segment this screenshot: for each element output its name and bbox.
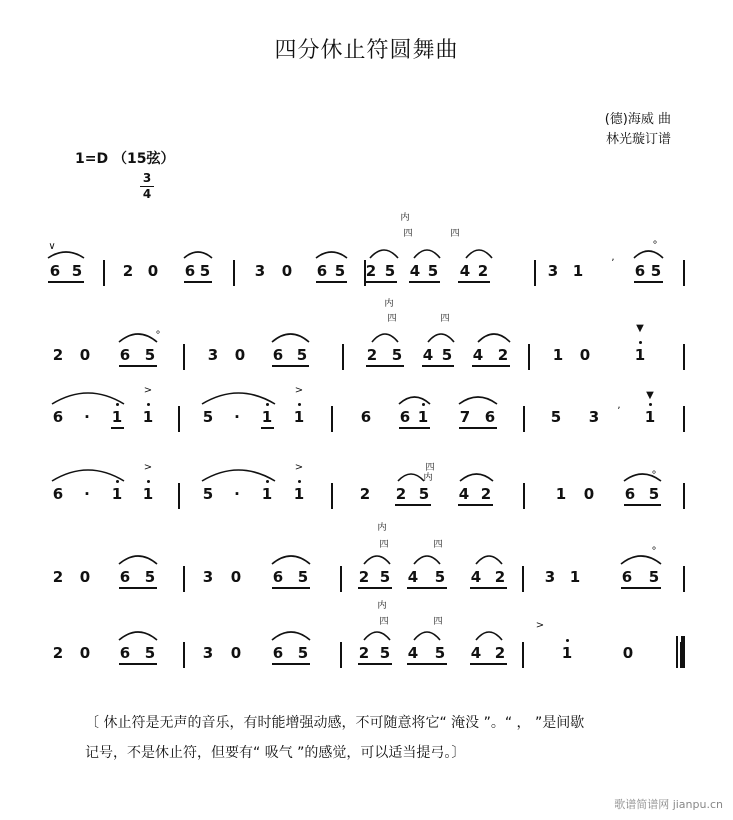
note: 4 xyxy=(470,644,482,662)
note: 5 xyxy=(550,408,562,426)
note: 2 xyxy=(52,644,64,662)
note: 1 xyxy=(142,408,154,426)
slur xyxy=(48,252,84,258)
note: 5 xyxy=(384,262,396,280)
harmonic-mark: ° xyxy=(652,240,658,251)
composer-credit: (德)海威 曲 xyxy=(604,112,671,127)
slur xyxy=(370,250,398,258)
note: 2 xyxy=(52,568,64,586)
note: 3 xyxy=(202,644,214,662)
slur xyxy=(202,470,275,481)
breath-mark: , xyxy=(611,252,615,263)
note: 5 xyxy=(202,408,214,426)
fingering-label: 内 xyxy=(400,213,410,223)
note: 1 xyxy=(142,485,154,503)
slur xyxy=(460,474,493,481)
slur xyxy=(202,393,275,404)
slur xyxy=(414,632,440,640)
note: 6 xyxy=(360,408,372,426)
note: 0 xyxy=(79,346,91,364)
slur xyxy=(624,474,661,481)
slur xyxy=(414,556,440,564)
note: 2 xyxy=(494,644,506,662)
note: · xyxy=(84,408,90,426)
note: 6 xyxy=(272,568,284,586)
slur xyxy=(634,251,663,258)
slur xyxy=(52,393,124,404)
note: 1 xyxy=(555,485,567,503)
site-watermark: 歌谱简谱网 jianpu.cn xyxy=(614,798,723,811)
note: 6 xyxy=(484,408,496,426)
note: 5 xyxy=(391,346,403,364)
note: 5 xyxy=(648,485,660,503)
slur xyxy=(414,250,440,258)
note: 1 xyxy=(111,408,123,426)
note: 3 xyxy=(547,262,559,280)
note: 4 xyxy=(459,262,471,280)
note: 5 xyxy=(144,644,156,662)
note: 6 xyxy=(316,262,328,280)
note: 4 xyxy=(472,346,484,364)
key-signature: 1=D （15弦） xyxy=(75,151,175,167)
fingering-label: 四 xyxy=(450,229,460,239)
note: 3 xyxy=(588,408,600,426)
note: 4 xyxy=(409,262,421,280)
meter-bottom: 4 xyxy=(142,187,152,201)
note: 5 xyxy=(297,568,309,586)
note: 1 xyxy=(417,408,429,426)
note: 5 xyxy=(296,346,308,364)
note: 6 xyxy=(52,408,64,426)
slur xyxy=(272,556,310,564)
note: 4 xyxy=(407,644,419,662)
fingering-label: 四 xyxy=(403,229,413,239)
slur xyxy=(398,474,424,481)
note: 1 xyxy=(572,262,584,280)
note: 5 xyxy=(434,568,446,586)
staccato-mark: ▼ xyxy=(636,323,644,334)
note: 5 xyxy=(297,644,309,662)
note: 0 xyxy=(79,644,91,662)
note: 1 xyxy=(561,644,573,662)
note: 2 xyxy=(477,262,489,280)
slur xyxy=(621,556,661,564)
note: 4 xyxy=(407,568,419,586)
note: 1 xyxy=(261,408,273,426)
note: 1 xyxy=(569,568,581,586)
note: 0 xyxy=(583,485,595,503)
fingering-label: 四 xyxy=(379,617,389,627)
note: 6 xyxy=(624,485,636,503)
note: 5 xyxy=(379,644,391,662)
fingering-label: 四 xyxy=(425,463,435,473)
fingering-label: 四 xyxy=(433,617,443,627)
slur xyxy=(316,252,347,258)
note: 4 xyxy=(470,568,482,586)
fingering-label: 四 xyxy=(433,540,443,550)
slur xyxy=(428,334,454,342)
slur xyxy=(52,470,124,481)
note: 1 xyxy=(552,346,564,364)
fingering-label: 内 xyxy=(377,523,387,533)
note: 6 xyxy=(52,485,64,503)
page-title: 四分休止符圆舞曲 xyxy=(274,38,459,63)
note: 2 xyxy=(358,568,370,586)
note: 0 xyxy=(579,346,591,364)
note: 5 xyxy=(202,485,214,503)
slur xyxy=(476,632,502,640)
fingering-label: 内 xyxy=(384,299,394,309)
note: 5 xyxy=(379,568,391,586)
accent-mark: > xyxy=(294,462,304,473)
note: · xyxy=(234,485,240,503)
meter-top: 3 xyxy=(142,171,152,185)
note: 6 xyxy=(272,644,284,662)
slur xyxy=(478,334,510,342)
note: 1 xyxy=(261,485,273,503)
bow-mark: ∨ xyxy=(48,241,56,252)
accent-mark: > xyxy=(143,385,153,396)
slur xyxy=(459,397,497,404)
slur xyxy=(466,250,492,258)
slur xyxy=(119,632,157,640)
harmonic-mark: ° xyxy=(651,546,657,557)
note: 6 xyxy=(119,644,131,662)
note: 0 xyxy=(622,644,634,662)
note: 1 xyxy=(644,408,656,426)
slur xyxy=(476,556,502,564)
harmonic-mark: ° xyxy=(155,330,161,341)
fingering-label: 四 xyxy=(440,314,450,324)
note: 2 xyxy=(122,262,134,280)
accent-mark: > xyxy=(535,620,545,631)
note: 5 xyxy=(144,346,156,364)
note: 6 xyxy=(119,568,131,586)
slur xyxy=(119,334,157,342)
note: 0 xyxy=(281,262,293,280)
note: 6 xyxy=(184,262,196,280)
note: 1 xyxy=(293,408,305,426)
note: 2 xyxy=(366,346,378,364)
note: 2 xyxy=(359,485,371,503)
note: 6 xyxy=(634,262,646,280)
note: 5 xyxy=(334,262,346,280)
fingering-label: 内 xyxy=(377,601,387,611)
note: 4 xyxy=(458,485,470,503)
note: 3 xyxy=(544,568,556,586)
note: 5 xyxy=(199,262,211,280)
slur xyxy=(364,632,390,640)
staccato-mark: ▼ xyxy=(646,390,654,401)
note: 6 xyxy=(621,568,633,586)
fingering-label: 内 xyxy=(423,473,433,483)
note: 4 xyxy=(422,346,434,364)
note: 2 xyxy=(395,485,407,503)
note: · xyxy=(234,408,240,426)
note: 0 xyxy=(230,644,242,662)
note: 0 xyxy=(79,568,91,586)
accent-mark: > xyxy=(143,462,153,473)
note: 5 xyxy=(144,568,156,586)
note: 5 xyxy=(648,568,660,586)
note: 1 xyxy=(111,485,123,503)
note: 2 xyxy=(358,644,370,662)
note: 5 xyxy=(427,262,439,280)
note: 5 xyxy=(441,346,453,364)
note: 5 xyxy=(434,644,446,662)
slur xyxy=(272,632,310,640)
note: 3 xyxy=(207,346,219,364)
teaching-note-line2: 记号，不是休止符，但要有“ 吸气 ”的感觉，可以适当提弓。〕 xyxy=(85,745,466,761)
slur xyxy=(399,397,430,404)
note: 3 xyxy=(202,568,214,586)
note: 0 xyxy=(234,346,246,364)
note: 7 xyxy=(459,408,471,426)
fingering-label: 四 xyxy=(379,540,389,550)
slur xyxy=(119,556,157,564)
note: 5 xyxy=(418,485,430,503)
slur xyxy=(272,334,309,342)
note: 2 xyxy=(494,568,506,586)
teaching-note-line1: 〔 休止符是无声的音乐，有时能增强动感，不可随意将它“ 淹没 ”。“ ， ”是间歇 xyxy=(85,715,585,731)
note: 3 xyxy=(254,262,266,280)
note: 6 xyxy=(272,346,284,364)
slur xyxy=(372,334,398,342)
arranger-credit: 林光璇订谱 xyxy=(605,132,671,147)
note: 6 xyxy=(49,262,61,280)
note: · xyxy=(84,485,90,503)
note: 6 xyxy=(119,346,131,364)
note: 2 xyxy=(497,346,509,364)
slur xyxy=(184,252,212,258)
slur xyxy=(364,556,390,564)
note: 2 xyxy=(365,262,377,280)
note: 6 xyxy=(399,408,411,426)
accent-mark: > xyxy=(294,385,304,396)
note: 2 xyxy=(52,346,64,364)
note: 1 xyxy=(634,346,646,364)
breath-mark: , xyxy=(617,400,621,411)
note: 0 xyxy=(147,262,159,280)
fingering-label: 四 xyxy=(387,314,397,324)
note: 5 xyxy=(71,262,83,280)
note: 0 xyxy=(230,568,242,586)
note: 2 xyxy=(480,485,492,503)
harmonic-mark: ° xyxy=(651,470,657,481)
note: 5 xyxy=(650,262,662,280)
note: 1 xyxy=(293,485,305,503)
